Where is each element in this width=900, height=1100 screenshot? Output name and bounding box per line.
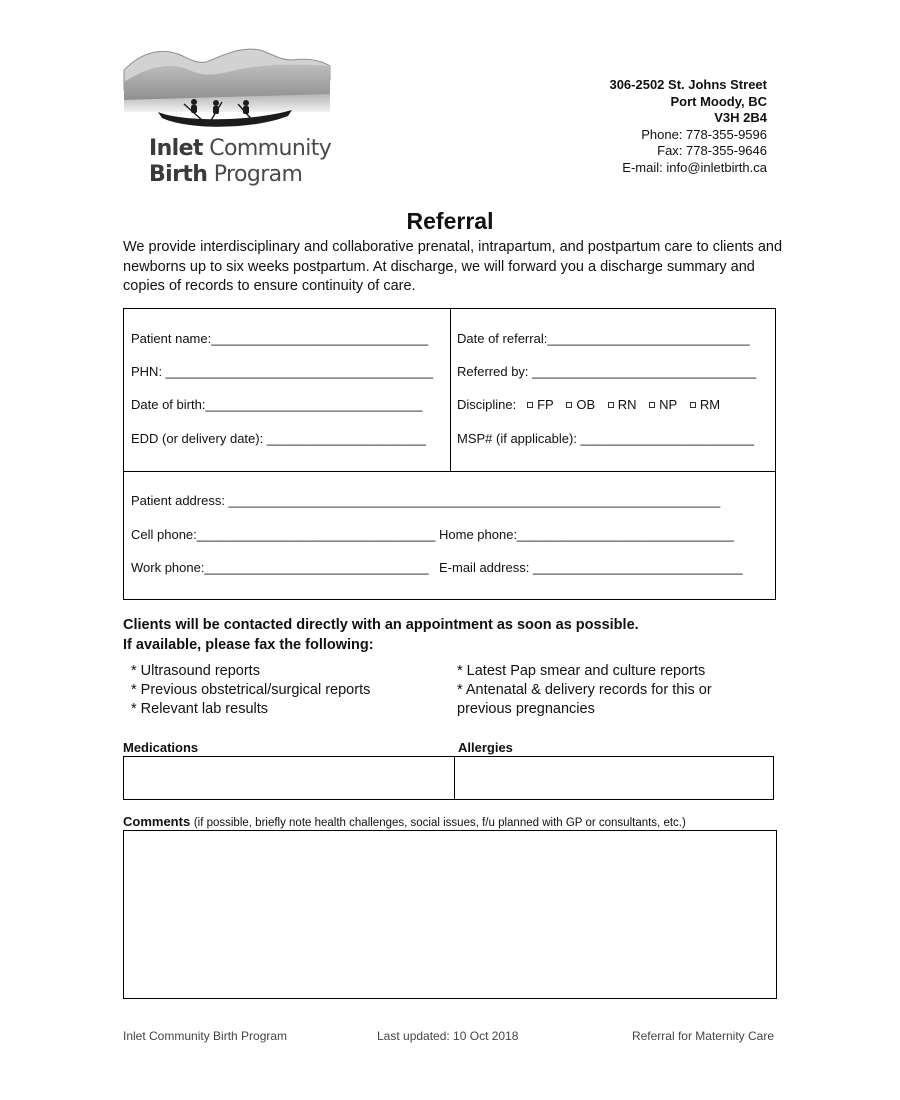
discipline-field bbox=[457, 397, 729, 412]
discipline-option-rm[interactable]: RM bbox=[690, 397, 720, 412]
list-item: * Antenatal & delivery records for this or bbox=[457, 682, 712, 698]
footer-form-name: Referral for Maternity Care bbox=[631, 1029, 774, 1043]
intro-paragraph: We provide interdisciplinary and collaborative prenatal, intrapartum, and postpartum care to clients and newborns up to six weeks postpartum. At discharge, we will forward you a discharge summary and copies of records to ensure continuity of care. bbox=[123, 239, 783, 294]
discipline-option-ob[interactable]: OB bbox=[566, 397, 595, 412]
column-divider bbox=[454, 757, 455, 799]
appointment-notice bbox=[123, 616, 639, 655]
checkbox-icon bbox=[608, 402, 614, 408]
discipline-label: Discipline: bbox=[457, 397, 517, 412]
patient-address-field[interactable]: Patient address: ____________________________________________________________________ bbox=[131, 493, 721, 508]
fax-list-left bbox=[131, 662, 370, 719]
address-email: E-mail: info@inletbirth.ca bbox=[622, 159, 767, 175]
address-phone: Phone: 778-355-9596 bbox=[641, 126, 767, 142]
comments-hint: (if possible, briefly note health challenges, social issues, f/u planned with GP or consultants, etc.) bbox=[193, 817, 686, 829]
address-fax: Fax: 778-355-9646 bbox=[657, 143, 767, 158]
patient-info-box bbox=[123, 308, 776, 600]
allergies-label: Allergies bbox=[458, 740, 513, 755]
medications-label: Medications bbox=[123, 740, 199, 755]
work-phone-field[interactable]: Work phone:_______________________________ bbox=[131, 560, 429, 575]
list-item: * Previous obstetrical/surgical reports bbox=[131, 682, 371, 698]
referred-by-field[interactable]: Referred by: _______________________________ bbox=[457, 364, 757, 379]
program-logo bbox=[122, 46, 334, 196]
fax-list-right bbox=[457, 662, 712, 719]
checkbox-icon bbox=[649, 402, 655, 408]
notice-line2: If available, please fax the following: bbox=[123, 636, 374, 653]
address-street: 306-2502 St. Johns Street bbox=[609, 77, 767, 92]
checkbox-icon bbox=[566, 402, 572, 408]
edd-field[interactable]: EDD (or delivery date): ______________________ bbox=[131, 431, 426, 446]
list-item: * Latest Pap smear and culture reports bbox=[457, 663, 706, 679]
discipline-option-np[interactable]: NP bbox=[649, 397, 677, 412]
landscape-canoe-icon bbox=[122, 46, 334, 136]
list-item: * Relevant lab results bbox=[131, 701, 269, 717]
date-of-referral-field[interactable]: Date of referral:____________________________ bbox=[457, 331, 750, 346]
checkbox-icon bbox=[690, 402, 696, 408]
column-divider bbox=[450, 309, 451, 471]
comments-box[interactable] bbox=[123, 830, 777, 999]
cell-phone-field[interactable]: Cell phone:_________________________________ bbox=[131, 527, 436, 542]
logo-text-line1: Inlet Community bbox=[149, 136, 332, 161]
contact-address-block bbox=[609, 77, 767, 176]
phn-field[interactable]: PHN: _____________________________________ bbox=[131, 364, 434, 379]
list-item: previous pregnancies bbox=[457, 701, 595, 717]
notice-line1: Clients will be contacted directly with an appointment as soon as possible. bbox=[123, 617, 639, 633]
footer-org: Inlet Community Birth Program bbox=[123, 1029, 288, 1043]
discipline-option-fp[interactable]: FP bbox=[527, 397, 554, 412]
list-item: * Ultrasound reports bbox=[131, 663, 260, 679]
checkbox-icon bbox=[527, 402, 533, 408]
address-city: Port Moody, BC bbox=[670, 93, 767, 109]
email-address-field[interactable]: E-mail address: _____________________________ bbox=[439, 560, 743, 575]
date-of-birth-field[interactable]: Date of birth:______________________________ bbox=[131, 397, 423, 412]
section-divider bbox=[124, 471, 775, 472]
address-postal: V3H 2B4 bbox=[714, 110, 767, 125]
msp-number-field[interactable]: MSP# (if applicable): ________________________ bbox=[457, 431, 755, 446]
home-phone-field[interactable]: Home phone:______________________________ bbox=[439, 527, 734, 542]
patient-name-field[interactable]: Patient name:______________________________ bbox=[131, 331, 429, 346]
comments-label: Comments (if possible, briefly note health challenges, social issues, f/u planned with GP or consultants, etc.) bbox=[123, 814, 686, 829]
medications-allergies-box bbox=[123, 756, 774, 800]
discipline-option-rn[interactable]: RN bbox=[608, 397, 637, 412]
page-title: Referral bbox=[406, 208, 494, 234]
logo-text-line2: Birth Program bbox=[149, 162, 303, 187]
footer-updated: Last updated: 10 Oct 2018 bbox=[377, 1029, 519, 1043]
